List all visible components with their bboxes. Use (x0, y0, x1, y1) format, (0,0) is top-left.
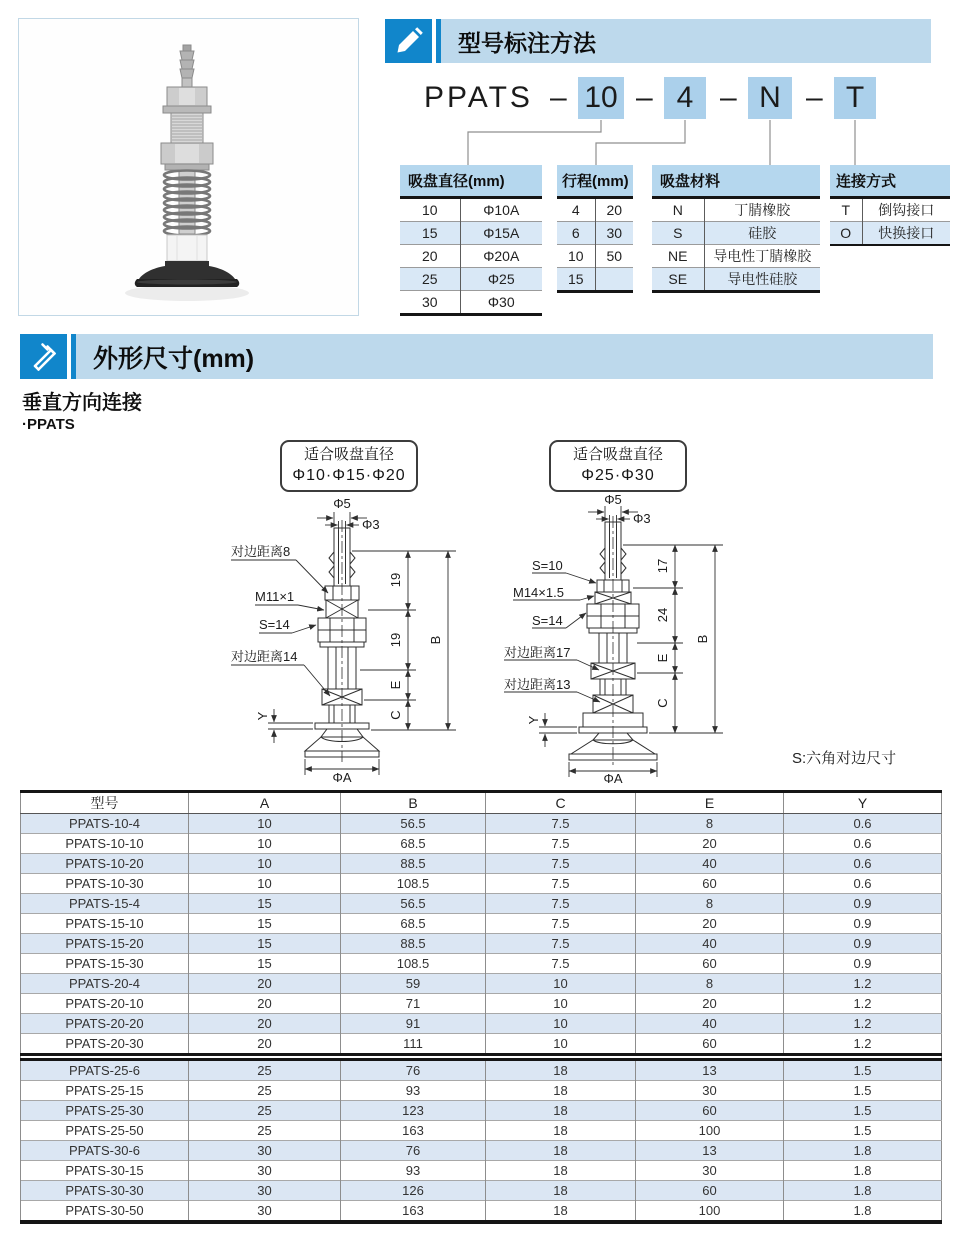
cell: 108.5 (341, 954, 486, 974)
model-prefix: PPATS (424, 81, 533, 114)
model-dash: – (636, 81, 653, 114)
table-row (21, 1034, 942, 1055)
cell: 18 (486, 1161, 636, 1181)
cell: 18 (486, 1141, 636, 1161)
cell: PPATS-15-4 (21, 894, 189, 914)
fit-sizes: Φ25·Φ30 (581, 467, 655, 485)
dim-label: Φ3 (362, 517, 380, 532)
dim-label: C (388, 710, 403, 720)
cell: 1.5 (784, 1060, 942, 1081)
cell: PPATS-10-10 (21, 834, 189, 854)
cell: 20 (400, 245, 460, 268)
cell: 1.2 (784, 1014, 942, 1034)
dim-label: 对边距离14 (231, 649, 298, 664)
cell: 60 (636, 874, 784, 894)
cell: PPATS-15-20 (21, 934, 189, 954)
cell: 30 (189, 1201, 341, 1223)
table-row (652, 222, 820, 245)
dim-label: ΦA (603, 771, 623, 784)
cell: 59 (341, 974, 486, 994)
cell: 10 (486, 994, 636, 1014)
cell: 15 (189, 954, 341, 974)
cell: Φ15A (460, 222, 542, 245)
table-row (21, 834, 942, 854)
cell: N (652, 198, 704, 222)
table-row (21, 894, 942, 914)
cell: 20 (189, 994, 341, 1014)
dim-label: ΦA (332, 770, 352, 784)
cell: 1.2 (784, 1034, 942, 1055)
cell: 30 (595, 222, 633, 245)
cell: T (830, 198, 862, 222)
caliper-icon (20, 334, 67, 379)
cell: 88.5 (341, 854, 486, 874)
cell: 71 (341, 994, 486, 1014)
stroke-table (557, 165, 633, 293)
connection-table-title: 连接方式 (830, 165, 950, 198)
dim-label: 24 (655, 607, 670, 623)
material-table (652, 165, 820, 293)
cell: 15 (189, 934, 341, 954)
cell: 25 (189, 1101, 341, 1121)
part-outline (305, 520, 379, 762)
table-row (557, 268, 633, 292)
cell: 56.5 (341, 894, 486, 914)
cell: 7.5 (486, 934, 636, 954)
table-row (557, 198, 633, 222)
cell: 导电性硅胶 (704, 268, 820, 292)
cell: 20 (189, 1034, 341, 1055)
cell: 30 (189, 1141, 341, 1161)
cell: 20 (595, 198, 633, 222)
dim-label: Y (255, 711, 270, 721)
cell: 1.2 (784, 994, 942, 1014)
section-title: 型号标注方法 (458, 29, 596, 56)
cell: 88.5 (341, 934, 486, 954)
dim-label: E (655, 653, 670, 663)
table-row (21, 1161, 942, 1181)
fit-diameter-box-left (280, 440, 418, 492)
cell: PPATS-30-50 (21, 1201, 189, 1223)
table-row (21, 1181, 942, 1201)
col-header: C (486, 792, 636, 814)
cell: 丁腈橡胶 (704, 198, 820, 222)
cell: PPATS-25-50 (21, 1121, 189, 1141)
cell: 30 (636, 1081, 784, 1101)
cell: 50 (595, 245, 633, 268)
cell: PPATS-15-10 (21, 914, 189, 934)
code-connector-lines (0, 120, 961, 166)
header-bar (76, 334, 933, 379)
cell: 18 (486, 1201, 636, 1223)
cell: PPATS-25-15 (21, 1081, 189, 1101)
cell: Φ25 (460, 268, 542, 291)
cell: 7.5 (486, 914, 636, 934)
table-row (400, 291, 542, 315)
cell: 4 (557, 198, 595, 222)
diameter-table (400, 165, 542, 316)
model-part-diameter: 10 (578, 77, 624, 119)
cell: PPATS-10-30 (21, 874, 189, 894)
cell: 0.6 (784, 834, 942, 854)
cell: 硅胶 (704, 222, 820, 245)
cell: 60 (636, 1034, 784, 1055)
cell: 10 (189, 854, 341, 874)
table-row (21, 934, 942, 954)
table-row (21, 854, 942, 874)
cell: 18 (486, 1181, 636, 1201)
dimension-table (20, 790, 942, 1224)
cell: 111 (341, 1034, 486, 1055)
cell: 40 (636, 1014, 784, 1034)
cell: S (652, 222, 704, 245)
cell: PPATS-20-30 (21, 1034, 189, 1055)
dim-label: Φ5 (604, 492, 622, 507)
cell: 20 (189, 974, 341, 994)
cell: 30 (189, 1161, 341, 1181)
cell: PPATS-20-20 (21, 1014, 189, 1034)
cell: 60 (636, 1181, 784, 1201)
cell: Φ10A (460, 198, 542, 222)
table-row (21, 1014, 942, 1034)
col-header: A (189, 792, 341, 814)
cell: 60 (636, 1101, 784, 1121)
model-part-connection: T (834, 77, 876, 119)
dim-label: Φ5 (333, 496, 351, 511)
cell: 108.5 (341, 874, 486, 894)
stroke-table-title: 行程(mm) (557, 165, 633, 198)
dim-label: M11×1 (255, 589, 295, 604)
cell: 快换接口 (862, 222, 950, 246)
dim-label: Y (526, 715, 541, 725)
cell: 93 (341, 1081, 486, 1101)
cell: 93 (341, 1161, 486, 1181)
cell: 1.5 (784, 1101, 942, 1121)
dim-label: E (388, 680, 403, 690)
cell: 20 (636, 994, 784, 1014)
table-row (830, 198, 950, 222)
table-row (21, 994, 942, 1014)
cell: NE (652, 245, 704, 268)
table-row (400, 198, 542, 222)
connection-table (830, 165, 950, 246)
dim-label: 19 (388, 632, 403, 648)
dim-label: M14×1.5 (513, 585, 564, 600)
cell: 18 (486, 1121, 636, 1141)
pencil-icon (385, 19, 432, 63)
col-header: E (636, 792, 784, 814)
cell: 60 (636, 954, 784, 974)
cell: 25 (189, 1060, 341, 1081)
cell: 1.8 (784, 1201, 942, 1223)
cell: 7.5 (486, 814, 636, 834)
cell: 68.5 (341, 914, 486, 934)
cell: 7.5 (486, 954, 636, 974)
cell: 123 (341, 1101, 486, 1121)
table-row (21, 874, 942, 894)
table-row (21, 1101, 942, 1121)
dim-label: 17 (655, 558, 670, 574)
cell: 8 (636, 974, 784, 994)
cell: 10 (486, 1034, 636, 1055)
cell: 30 (636, 1161, 784, 1181)
cell: 25 (400, 268, 460, 291)
dim-label: S=14 (259, 617, 290, 632)
cell: 7.5 (486, 834, 636, 854)
cell: 0.9 (784, 954, 942, 974)
cell: 30 (189, 1181, 341, 1201)
cell: 15 (189, 894, 341, 914)
cell: 0.9 (784, 934, 942, 954)
technical-drawing-left (230, 492, 502, 784)
technical-drawing-right (503, 492, 775, 784)
cell: 20 (636, 914, 784, 934)
table-row (652, 198, 820, 222)
cell: PPATS-30-6 (21, 1141, 189, 1161)
cell: 13 (636, 1141, 784, 1161)
cell: 7.5 (486, 854, 636, 874)
part-outline (569, 516, 657, 766)
product-photo-frame (18, 18, 359, 316)
cell: 40 (636, 934, 784, 954)
cell: 导电性丁腈橡胶 (704, 245, 820, 268)
cell: 1.8 (784, 1161, 942, 1181)
dim-label: C (655, 698, 670, 708)
cell: 1.5 (784, 1121, 942, 1141)
header-bar (441, 19, 931, 63)
product-photo (19, 19, 356, 313)
cell: 76 (341, 1141, 486, 1161)
cell: 倒钩接口 (862, 198, 950, 222)
subsection-title: 垂直方向连接 (22, 392, 142, 414)
cell: PPATS-15-30 (21, 954, 189, 974)
cell: PPATS-20-4 (21, 974, 189, 994)
cell: 10 (486, 1014, 636, 1034)
diameter-table-title: 吸盘直径(mm) (400, 165, 542, 198)
fit-diameter-box-right (549, 440, 687, 492)
dim-label: S=10 (532, 558, 563, 573)
table-row (21, 1121, 942, 1141)
cell: 8 (636, 814, 784, 834)
table-row (21, 914, 942, 934)
cell: 126 (341, 1181, 486, 1201)
cell: PPATS-30-15 (21, 1161, 189, 1181)
cell: 0.6 (784, 854, 942, 874)
cell: 10 (557, 245, 595, 268)
cell: 10 (189, 814, 341, 834)
table-row (652, 245, 820, 268)
dimension-labels (231, 496, 443, 784)
cell: 10 (400, 198, 460, 222)
table-row (21, 1201, 942, 1223)
cell: PPATS-10-4 (21, 814, 189, 834)
cell: 0.9 (784, 914, 942, 934)
cell: 25 (189, 1121, 341, 1141)
material-table-title: 吸盘材料 (652, 165, 820, 198)
table-row (21, 974, 942, 994)
hex-dimension-note: S:六角对边尺寸 (792, 750, 897, 767)
dim-label: Φ3 (633, 511, 651, 526)
fit-title: 适合吸盘直径 (572, 446, 663, 464)
cell: 20 (189, 1014, 341, 1034)
col-header: Y (784, 792, 942, 814)
cell: 30 (400, 291, 460, 315)
table-row (557, 245, 633, 268)
table-row (21, 954, 942, 974)
cell: 20 (636, 834, 784, 854)
cell: 0.9 (784, 894, 942, 914)
cell: 10 (486, 974, 636, 994)
cell: PPATS-25-30 (21, 1101, 189, 1121)
cell: 0.6 (784, 874, 942, 894)
model-dash: – (550, 81, 567, 114)
cell: 1.8 (784, 1141, 942, 1161)
cell: PPATS-20-10 (21, 994, 189, 1014)
table-row (652, 268, 820, 292)
table-row (400, 222, 542, 245)
cell: 56.5 (341, 814, 486, 834)
cell: 68.5 (341, 834, 486, 854)
dim-label: 对边距离17 (504, 645, 571, 660)
cell: 1.2 (784, 974, 942, 994)
cell: Φ20A (460, 245, 542, 268)
dim-label: B (695, 634, 710, 644)
cell: 18 (486, 1060, 636, 1081)
cell: 100 (636, 1121, 784, 1141)
cell: 163 (341, 1201, 486, 1223)
dim-label: 对边距离13 (504, 677, 571, 692)
cell: SE (652, 268, 704, 292)
cell: 18 (486, 1101, 636, 1121)
model-section-header (385, 19, 931, 63)
table-row (400, 268, 542, 291)
cell: 15 (557, 268, 595, 292)
cell: 15 (400, 222, 460, 245)
dim-label: 19 (388, 572, 403, 588)
table-row (21, 1141, 942, 1161)
model-dash: – (720, 81, 737, 114)
cell: O (830, 222, 862, 246)
cell: 7.5 (486, 894, 636, 914)
cell: 40 (636, 854, 784, 874)
section-title: 外形尺寸(mm) (93, 344, 255, 373)
cell: PPATS-10-20 (21, 854, 189, 874)
dim-label: S=14 (532, 613, 563, 628)
cell: 8 (636, 894, 784, 914)
dim-label: 对边距离8 (231, 544, 291, 559)
table-row (21, 1081, 942, 1101)
cell: 76 (341, 1060, 486, 1081)
cell: 18 (486, 1081, 636, 1101)
cell: 25 (189, 1081, 341, 1101)
fit-title: 适合吸盘直径 (303, 446, 394, 464)
col-header: B (341, 792, 486, 814)
model-dash: – (806, 81, 823, 114)
cell: 7.5 (486, 874, 636, 894)
model-part-material: N (748, 77, 792, 119)
cell: 6 (557, 222, 595, 245)
cell: PPATS-30-30 (21, 1181, 189, 1201)
table-row (21, 1060, 942, 1081)
cell: 91 (341, 1014, 486, 1034)
cell (595, 268, 633, 292)
table-row (557, 222, 633, 245)
fit-sizes: Φ10·Φ15·Φ20 (292, 467, 406, 485)
table-header-row (21, 792, 942, 814)
cell: 0.6 (784, 814, 942, 834)
cell: 13 (636, 1060, 784, 1081)
cell: 15 (189, 914, 341, 934)
table-row (21, 814, 942, 834)
cell: 1.5 (784, 1081, 942, 1101)
table-row (400, 245, 542, 268)
cell: 163 (341, 1121, 486, 1141)
col-header: 型号 (21, 792, 189, 814)
table-row (830, 222, 950, 246)
cell: 1.8 (784, 1181, 942, 1201)
dimension-lines (504, 506, 723, 777)
series-label: ·PPATS (22, 416, 75, 433)
cell: PPATS-25-6 (21, 1060, 189, 1081)
cell: 10 (189, 834, 341, 854)
dim-label: B (428, 635, 443, 645)
cell: 10 (189, 874, 341, 894)
model-part-stroke: 4 (664, 77, 706, 119)
cell: Φ30 (460, 291, 542, 315)
cell: 100 (636, 1201, 784, 1223)
dimension-section-header (20, 334, 933, 379)
